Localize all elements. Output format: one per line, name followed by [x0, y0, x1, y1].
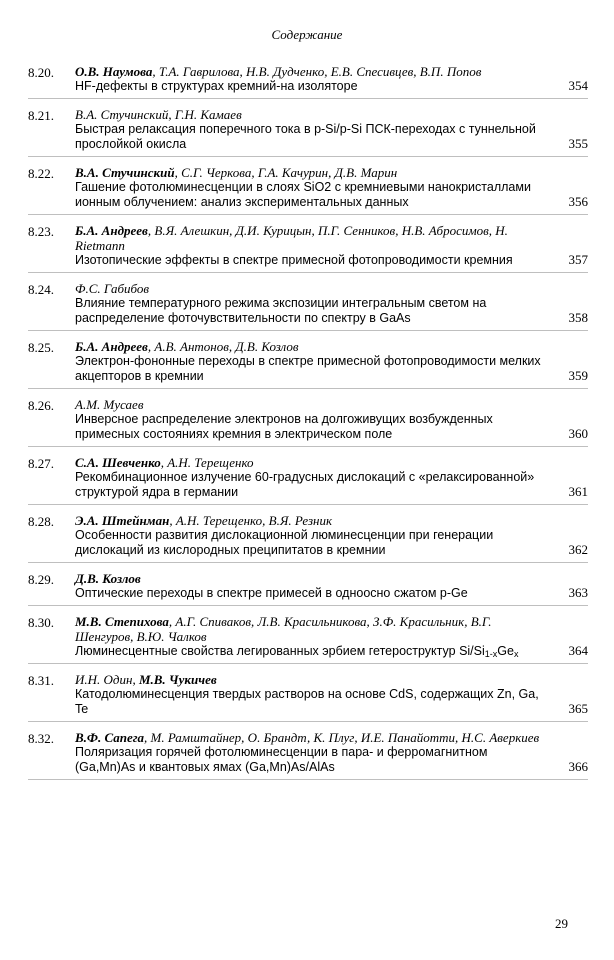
entry-body [75, 64, 550, 94]
entry-title-text: Влияние температурного режима экспозиции интегральным светом на распределение фоточувствительности по спектру в GaAs [75, 296, 487, 325]
entry-page: 359 [568, 368, 588, 383]
entry-title [75, 586, 550, 601]
entry-body [75, 513, 550, 558]
entry-number: 8.32. [28, 731, 54, 746]
co-authors: , А.Н. Терещенко [160, 455, 254, 470]
entry-page: 356 [568, 194, 588, 209]
entry-title-text: Быстрая релаксация поперечного тока в p-Si/p-Si ПСК-переходах с туннельной прослойкой окисла [75, 122, 536, 151]
co-authors: Ф.С. Габибов [75, 281, 149, 296]
table-of-contents [28, 62, 588, 786]
entry-authors [75, 165, 550, 180]
entry-body [75, 165, 550, 210]
entry-page: 354 [568, 78, 588, 93]
entry-title [75, 253, 550, 268]
entry-title-text: Инверсное распределение электронов на долгоживущих возбужденных примесных состояниях кремния в электрическом поле [75, 412, 493, 441]
entry-number: 8.27. [28, 456, 54, 471]
entry-title [75, 528, 550, 558]
entry-page: 362 [568, 542, 588, 557]
lead-author: О.В. Наумова [75, 64, 153, 79]
entry-authors [75, 672, 550, 687]
entry-page: 360 [568, 426, 588, 441]
entry-title-text: Люминесцентные свойства легированных эрбием гетероструктур Si/Si [75, 644, 485, 658]
entry-authors [75, 455, 550, 470]
entry-page: 355 [568, 136, 588, 151]
entry-number: 8.30. [28, 615, 54, 630]
entry-title [75, 180, 550, 210]
entry-title [75, 745, 550, 775]
entry-number: 8.23. [28, 224, 54, 239]
entry-title [75, 79, 550, 94]
toc-entry [28, 569, 588, 606]
entry-body [75, 397, 550, 442]
lead-author: Б.А. Андреев [75, 223, 148, 238]
entry-title-tail: Ge [497, 644, 514, 658]
entry-title [75, 412, 550, 442]
lead-author: В.А. Стучинский [75, 165, 175, 180]
lead-author: С.А. Шевченко [75, 455, 161, 470]
co-authors: И.Н. Один, [75, 672, 139, 687]
toc-entry [28, 279, 588, 331]
entry-authors [75, 281, 550, 296]
subscript: 1-x [484, 649, 498, 659]
entry-body [75, 614, 550, 659]
entry-page: 363 [568, 585, 588, 600]
entry-title-text: Изотопические эффекты в спектре примесной фотопроводимости кремния [75, 253, 513, 267]
entry-page: 366 [568, 759, 588, 774]
entry-title [75, 122, 550, 152]
entry-page: 357 [568, 252, 588, 267]
entry-authors [75, 614, 550, 644]
entry-number: 8.21. [28, 108, 54, 123]
entry-page: 364 [568, 643, 588, 658]
entry-authors [75, 397, 550, 412]
entry-title [75, 687, 550, 717]
entry-title [75, 644, 550, 659]
entry-body [75, 281, 550, 326]
entry-authors [75, 571, 550, 586]
entry-title-text: Катодолюминесценция твердых растворов на основе CdS, содержащих Zn, Ga, Te [75, 687, 539, 716]
entry-number: 8.20. [28, 65, 54, 80]
toc-entry [28, 163, 588, 215]
entry-title [75, 296, 550, 326]
page-header: Содержание [271, 27, 343, 42]
co-authors: , А.В. Антонов, Д.В. Козлов [147, 339, 299, 354]
entry-page: 361 [568, 484, 588, 499]
entry-body [75, 223, 550, 268]
co-authors: , Т.А. Гаврилова, Н.В. Дудченко, Е.В. Спесивцев, В.П. Попов [152, 64, 482, 79]
lead-author: М.В. Чукичев [138, 672, 217, 687]
toc-entry [28, 62, 588, 99]
entry-authors [75, 730, 550, 745]
entry-page: 358 [568, 310, 588, 325]
lead-author: Э.А. Штейнман [75, 513, 170, 528]
entry-number: 8.22. [28, 166, 54, 181]
toc-entry [28, 670, 588, 722]
entry-body [75, 730, 550, 775]
co-authors: , В.Я. Алешкин, Д.И. Курицын, П.Г. Сенников, Н.В. Абросимов, H. Rietmann [75, 223, 508, 253]
entry-body [75, 107, 550, 152]
lead-author: М.В. Степихова [75, 614, 169, 629]
toc-entry [28, 221, 588, 273]
lead-author: Б.А. Андреев [75, 339, 148, 354]
entry-authors [75, 64, 550, 79]
entry-title-text: Особенности развития дислокационной люминесценции при генерации дислокаций из кислородных преципитатов в кремнии [75, 528, 494, 557]
subscript: x [513, 649, 519, 659]
entry-authors [75, 107, 550, 122]
co-authors: , А.Н. Терещенко, В.Я. Резник [169, 513, 333, 528]
entry-title-text: Гашение фотолюминесценции в слоях SiO2 с кремниевыми нанокристаллами ионным облучением: анализ экспериментальных данных [75, 180, 531, 209]
co-authors: В.А. Стучинский, Г.Н. Камаев [75, 107, 242, 122]
entry-title-text: Электрон-фононные переходы в спектре примесной фотопроводимости мелких акцепторов в кремнии [75, 354, 541, 383]
toc-entry [28, 337, 588, 389]
entry-number: 8.28. [28, 514, 54, 529]
entry-authors [75, 223, 550, 253]
lead-author: Д.В. Козлов [75, 571, 141, 586]
entry-number: 8.31. [28, 673, 54, 688]
entry-authors [75, 339, 550, 354]
toc-entry [28, 395, 588, 447]
toc-entry [28, 728, 588, 780]
entry-title-text: Оптические переходы в спектре примесей в одноосно сжатом p-Ge [75, 586, 468, 600]
page-number: 29 [555, 916, 568, 931]
toc-entry [28, 105, 588, 157]
entry-authors [75, 513, 550, 528]
entry-body [75, 571, 550, 601]
entry-title [75, 470, 550, 500]
co-authors: , А.Г. Спиваков, Л.В. Красильникова, З.Ф. Красильник, В.Г. Шенгуров, В.Ю. Чалков [75, 614, 492, 644]
entry-body [75, 672, 550, 717]
entry-number: 8.24. [28, 282, 54, 297]
entry-title-text: Рекомбинационное излучение 60-градусных дислокаций с «релаксированной» структурой ядра в германии [75, 470, 535, 499]
entry-number: 8.29. [28, 572, 54, 587]
co-authors: А.М. Мусаев [75, 397, 144, 412]
entry-title-text: HF-дефекты в структурах кремний-на изоляторе [75, 79, 358, 93]
co-authors: , М. Рамштайнер, О. Брандт, К. Плуг, И.Е. Панайотти, Н.С. Аверкиев [144, 730, 540, 745]
toc-entry [28, 453, 588, 505]
entry-body [75, 455, 550, 500]
entry-title [75, 354, 550, 384]
entry-title-text: Поляризация горячей фотолюминесценции в пара- и ферромагнитном (Ga,Mn)As и квантовых ямах (Ga,Mn)As/AlAs [75, 745, 488, 774]
toc-entry [28, 511, 588, 563]
lead-author: В.Ф. Сапега [75, 730, 145, 745]
entry-number: 8.26. [28, 398, 54, 413]
entry-body [75, 339, 550, 384]
toc-entry [28, 612, 588, 664]
entry-number: 8.25. [28, 340, 54, 355]
entry-page: 365 [568, 701, 588, 716]
co-authors: , С.Г. Черкова, Г.А. Качурин, Д.В. Марин [174, 165, 398, 180]
